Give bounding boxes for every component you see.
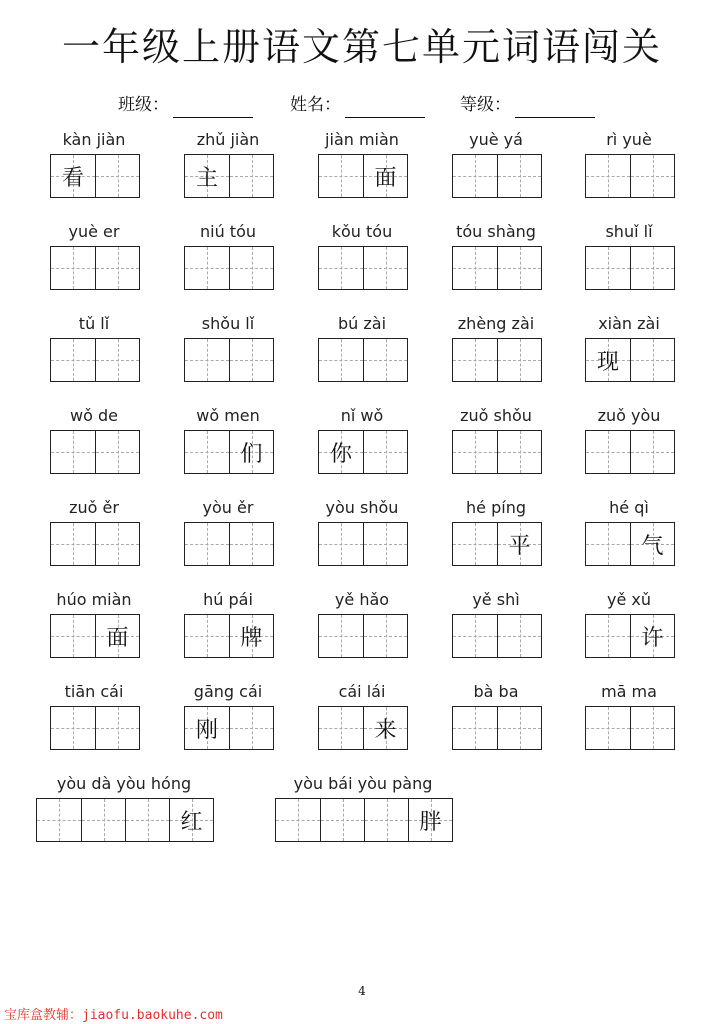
word-item: [452, 498, 540, 568]
word-item: [452, 314, 540, 384]
writing-cell[interactable]: [586, 155, 630, 197]
given-character: [51, 339, 95, 381]
word-item: [452, 222, 540, 292]
writing-cell[interactable]: [408, 799, 452, 841]
tian-grid: [452, 706, 542, 750]
tian-grid: [318, 430, 408, 474]
pinyin-label: yòu shǒu: [325, 498, 399, 517]
writing-cell[interactable]: [453, 247, 497, 289]
writing-cell[interactable]: [363, 247, 407, 289]
pinyin-label: yě shì: [472, 590, 520, 609]
given-character: [319, 707, 363, 749]
writing-cell[interactable]: [185, 155, 229, 197]
writing-cell[interactable]: [276, 799, 320, 841]
given-character: [51, 431, 95, 473]
given-character: 平: [508, 533, 531, 559]
writing-cell[interactable]: [453, 615, 497, 657]
given-character: [364, 247, 407, 289]
word-item: [318, 314, 406, 384]
writing-cell[interactable]: [363, 615, 407, 657]
writing-cell[interactable]: [453, 707, 497, 749]
given-character: [321, 799, 364, 841]
pinyin-label: zhèng zài: [457, 314, 535, 333]
writing-cell[interactable]: [95, 155, 139, 197]
writing-cell[interactable]: [630, 339, 674, 381]
tian-grid: [452, 614, 542, 658]
given-character: [96, 339, 139, 381]
word-item: [184, 314, 272, 384]
pinyin-label: shǒu lǐ: [201, 314, 255, 333]
pinyin-label: kǒu tóu: [331, 222, 393, 241]
tian-grid: [452, 154, 542, 198]
given-character: [453, 247, 497, 289]
writing-cell[interactable]: [229, 155, 273, 197]
pinyin-label: zuǒ ěr: [69, 498, 119, 517]
given-character: [453, 339, 497, 381]
writing-cell[interactable]: [497, 707, 541, 749]
given-character: [364, 339, 407, 381]
writing-cell[interactable]: [630, 431, 674, 473]
given-character: [276, 799, 320, 841]
writing-cell[interactable]: [497, 615, 541, 657]
word-item: [585, 406, 673, 476]
tian-grid: [50, 430, 140, 474]
tian-grid: [184, 522, 274, 566]
word-item: [318, 590, 406, 660]
tian-grid: [585, 706, 675, 750]
given-character: [51, 523, 95, 565]
writing-cell[interactable]: [363, 431, 407, 473]
pinyin-label: niú tóu: [199, 222, 256, 241]
writing-cell[interactable]: [363, 155, 407, 197]
word-item: [50, 590, 138, 660]
writing-cell[interactable]: [95, 615, 139, 657]
tian-grid: [452, 430, 542, 474]
writing-cell[interactable]: [586, 523, 630, 565]
given-character: [319, 339, 363, 381]
word-item: [184, 590, 272, 660]
word-item: [318, 682, 406, 752]
word-item: [452, 682, 540, 752]
pinyin-label: gāng cái: [193, 682, 263, 701]
writing-cell[interactable]: [185, 615, 229, 657]
given-character: [96, 431, 139, 473]
word-item: [585, 222, 673, 292]
tian-grid: [452, 522, 542, 566]
given-character: [51, 707, 95, 749]
writing-cell[interactable]: [51, 247, 95, 289]
word-item: [184, 222, 272, 292]
pinyin-label: bà ba: [473, 682, 519, 701]
writing-cell[interactable]: [229, 247, 273, 289]
given-character: 气: [641, 533, 664, 559]
writing-cell[interactable]: [229, 615, 273, 657]
writing-cell[interactable]: [586, 615, 630, 657]
writing-cell[interactable]: [630, 523, 674, 565]
given-character: [631, 247, 674, 289]
pinyin-label: yòu ěr: [202, 498, 254, 517]
pinyin-label: rì yuè: [606, 130, 652, 149]
writing-cell[interactable]: [319, 339, 363, 381]
word-item: [50, 498, 138, 568]
given-character: [365, 799, 408, 841]
pinyin-label: jiàn miàn: [325, 130, 399, 149]
writing-cell[interactable]: [95, 339, 139, 381]
writing-cell[interactable]: [586, 707, 630, 749]
tian-grid: [184, 706, 274, 750]
word-item: [318, 130, 406, 200]
page-number: 4: [358, 984, 366, 998]
given-character: [185, 523, 229, 565]
writing-cell[interactable]: [630, 247, 674, 289]
tian-grid: [184, 614, 274, 658]
writing-cell[interactable]: [586, 339, 630, 381]
word-item: [36, 774, 212, 844]
tian-grid: [184, 338, 274, 382]
writing-cell[interactable]: [81, 799, 125, 841]
pinyin-label: yuè er: [68, 222, 120, 241]
word-item: [184, 498, 272, 568]
tian-grid: [585, 430, 675, 474]
writing-cell[interactable]: [95, 247, 139, 289]
pinyin-label: hé píng: [466, 498, 526, 517]
pinyin-label: yòu dà yòu hóng: [56, 774, 192, 793]
writing-cell[interactable]: [497, 523, 541, 565]
word-item: [50, 682, 138, 752]
tian-grid: [275, 798, 453, 842]
word-item: [184, 130, 272, 200]
writing-cell[interactable]: [586, 431, 630, 473]
given-character: [631, 339, 674, 381]
pinyin-label: xiàn zài: [598, 314, 660, 333]
given-character: 现: [596, 349, 619, 375]
tian-grid: [318, 154, 408, 198]
class-blank[interactable]: [173, 101, 253, 118]
name-field[interactable]: [290, 92, 425, 118]
given-character: [586, 523, 630, 565]
given-character: [586, 247, 630, 289]
given-character: [96, 707, 139, 749]
pinyin-label: bú zài: [337, 314, 387, 333]
given-character: [453, 523, 497, 565]
writing-cell[interactable]: [363, 523, 407, 565]
tian-grid: [318, 338, 408, 382]
writing-cell[interactable]: [95, 707, 139, 749]
pinyin-label: zuǒ yòu: [597, 406, 661, 425]
word-item: [50, 314, 138, 384]
given-character: [498, 431, 541, 473]
word-item: [275, 774, 451, 844]
word-item: [50, 406, 138, 476]
writing-cell[interactable]: [319, 523, 363, 565]
word-item: [184, 682, 272, 752]
given-character: 牌: [240, 625, 263, 651]
given-character: 主: [195, 165, 218, 191]
writing-cell[interactable]: [51, 431, 95, 473]
pinyin-label: kàn jiàn: [62, 130, 126, 149]
tian-grid: [585, 246, 675, 290]
given-character: [185, 339, 229, 381]
given-character: [586, 155, 630, 197]
given-character: [631, 155, 674, 197]
writing-cell[interactable]: [630, 155, 674, 197]
writing-cell[interactable]: [319, 247, 363, 289]
given-character: [453, 431, 497, 473]
tian-grid: [184, 154, 274, 198]
writing-cell[interactable]: [51, 155, 95, 197]
writing-cell[interactable]: [185, 523, 229, 565]
tian-grid: [452, 338, 542, 382]
given-character: [319, 523, 363, 565]
writing-cell[interactable]: [185, 707, 229, 749]
tian-grid: [318, 246, 408, 290]
pinyin-label: tǔ lǐ: [78, 314, 110, 333]
writing-cell[interactable]: [497, 431, 541, 473]
tian-grid: [585, 338, 675, 382]
writing-cell[interactable]: [453, 523, 497, 565]
given-character: [185, 247, 229, 289]
writing-cell[interactable]: [453, 339, 497, 381]
given-character: [82, 799, 125, 841]
writing-cell[interactable]: [169, 799, 213, 841]
given-character: [96, 155, 139, 197]
given-character: [96, 247, 139, 289]
given-character: [498, 155, 541, 197]
writing-cell[interactable]: [51, 523, 95, 565]
pinyin-label: yuè yá: [469, 130, 523, 149]
writing-cell[interactable]: [319, 707, 363, 749]
writing-cell[interactable]: [51, 615, 95, 657]
pinyin-label: hé qì: [609, 498, 649, 517]
given-character: [631, 707, 674, 749]
given-character: [319, 155, 363, 197]
writing-cell[interactable]: [363, 339, 407, 381]
given-character: 来: [374, 717, 397, 743]
footer-watermark: 宝库盒教辅：jiaofu.baokuhe.com: [4, 1008, 223, 1023]
writing-cell[interactable]: [319, 615, 363, 657]
given-character: [453, 707, 497, 749]
word-item: [585, 498, 673, 568]
writing-cell[interactable]: [229, 523, 273, 565]
tian-grid: [585, 614, 675, 658]
word-item: [318, 222, 406, 292]
given-character: [230, 523, 273, 565]
pinyin-label: yě xǔ: [606, 590, 651, 609]
given-character: 红: [180, 809, 203, 835]
pinyin-label: hú pái: [203, 590, 253, 609]
grade-field[interactable]: [460, 92, 595, 118]
writing-cell[interactable]: [363, 707, 407, 749]
tian-grid: [585, 522, 675, 566]
writing-cell[interactable]: [185, 247, 229, 289]
given-character: [319, 247, 363, 289]
word-item: [585, 682, 673, 752]
given-character: [364, 431, 407, 473]
given-character: 你: [329, 441, 352, 467]
given-character: 面: [374, 165, 397, 191]
tian-grid: [50, 614, 140, 658]
writing-cell[interactable]: [229, 339, 273, 381]
given-character: [230, 707, 273, 749]
given-character: [51, 615, 95, 657]
word-item: [318, 498, 406, 568]
pinyin-label: yòu bái yòu pàng: [293, 774, 433, 793]
given-character: [185, 615, 229, 657]
given-character: [230, 247, 273, 289]
given-character: [185, 431, 229, 473]
given-character: [631, 431, 674, 473]
pinyin-label: zuǒ shǒu: [460, 406, 532, 425]
writing-cell[interactable]: [497, 339, 541, 381]
pinyin-label: wǒ de: [70, 406, 118, 425]
tian-grid: [452, 246, 542, 290]
tian-grid: [585, 154, 675, 198]
writing-cell[interactable]: [95, 431, 139, 473]
tian-grid: [318, 614, 408, 658]
tian-grid: [50, 522, 140, 566]
given-character: 们: [240, 441, 263, 467]
grade-blank[interactable]: [515, 101, 595, 118]
writing-cell[interactable]: [364, 799, 408, 841]
student-info: [0, 92, 724, 122]
class-label: 班级：: [118, 95, 169, 115]
writing-cell[interactable]: [229, 431, 273, 473]
given-character: 看: [61, 165, 84, 191]
given-character: [51, 247, 95, 289]
pinyin-label: tiān cái: [64, 682, 124, 701]
tian-grid: [50, 338, 140, 382]
word-item: [585, 130, 673, 200]
writing-cell[interactable]: [51, 339, 95, 381]
tian-grid: [36, 798, 214, 842]
writing-cell[interactable]: [319, 431, 363, 473]
word-item: [585, 314, 673, 384]
given-character: [498, 247, 541, 289]
writing-cell[interactable]: [95, 523, 139, 565]
tian-grid: [184, 246, 274, 290]
given-character: [364, 615, 407, 657]
writing-cell[interactable]: [453, 155, 497, 197]
given-character: [319, 615, 363, 657]
pinyin-label: shuǐ lǐ: [605, 222, 653, 241]
writing-cell[interactable]: [51, 707, 95, 749]
page-title: 一年级上册语文第七单元词语闯关: [61, 25, 662, 69]
pinyin-label: yě hǎo: [334, 590, 390, 609]
writing-cell[interactable]: [125, 799, 169, 841]
given-character: [586, 615, 630, 657]
writing-cell[interactable]: [37, 799, 81, 841]
tian-grid: [318, 522, 408, 566]
writing-cell[interactable]: [497, 247, 541, 289]
given-character: [96, 523, 139, 565]
writing-cell[interactable]: [320, 799, 364, 841]
pinyin-label: mā ma: [601, 682, 657, 701]
word-item: [50, 222, 138, 292]
writing-cell[interactable]: [229, 707, 273, 749]
given-character: [230, 339, 273, 381]
given-character: 许: [641, 625, 664, 651]
given-character: 胖: [419, 809, 442, 835]
pinyin-label: húo miàn: [56, 590, 132, 609]
given-character: [586, 707, 630, 749]
word-item: [50, 130, 138, 200]
pinyin-label: zhǔ jiàn: [196, 130, 260, 149]
tian-grid: [318, 706, 408, 750]
given-character: [364, 523, 407, 565]
grade-label: 等级：: [460, 95, 511, 115]
writing-cell[interactable]: [586, 247, 630, 289]
pinyin-label: cái lái: [338, 682, 386, 701]
tian-grid: [50, 154, 140, 198]
pinyin-label: nǐ wǒ: [340, 406, 384, 425]
given-character: 面: [106, 625, 129, 651]
given-character: [230, 155, 273, 197]
writing-cell[interactable]: [497, 155, 541, 197]
word-item: [452, 590, 540, 660]
pinyin-label: wǒ men: [196, 406, 260, 425]
given-character: [498, 707, 541, 749]
word-item: [452, 130, 540, 200]
given-character: [453, 155, 497, 197]
writing-cell[interactable]: [319, 155, 363, 197]
word-item: [318, 406, 406, 476]
class-field[interactable]: [118, 92, 253, 118]
given-character: [586, 431, 630, 473]
given-character: 刚: [195, 717, 218, 743]
writing-cell[interactable]: [630, 615, 674, 657]
name-blank[interactable]: [345, 101, 425, 118]
writing-cell[interactable]: [185, 339, 229, 381]
given-character: [498, 339, 541, 381]
writing-cell[interactable]: [185, 431, 229, 473]
pinyin-label: tóu shàng: [456, 222, 536, 241]
given-character: [453, 615, 497, 657]
word-item: [452, 406, 540, 476]
word-item: [585, 590, 673, 660]
given-character: [37, 799, 81, 841]
given-character: [126, 799, 169, 841]
writing-cell[interactable]: [630, 707, 674, 749]
tian-grid: [50, 246, 140, 290]
tian-grid: [50, 706, 140, 750]
word-item: [184, 406, 272, 476]
tian-grid: [184, 430, 274, 474]
name-label: 姓名：: [290, 95, 341, 115]
writing-cell[interactable]: [453, 431, 497, 473]
given-character: [498, 615, 541, 657]
